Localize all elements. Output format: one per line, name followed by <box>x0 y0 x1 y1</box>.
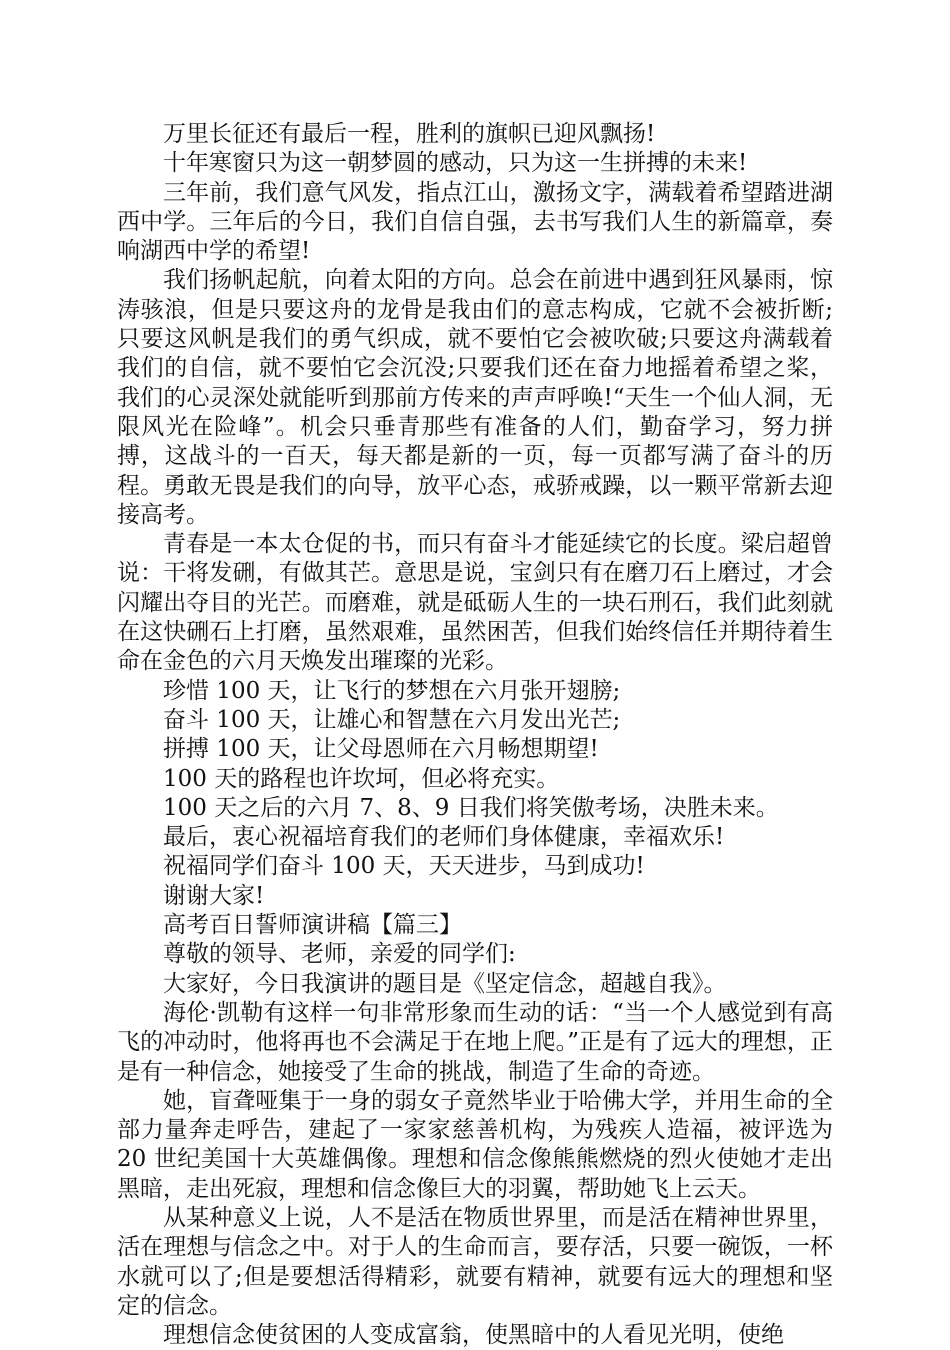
paragraph: 她，盲聋哑集于一身的弱女子竟然毕业于哈佛大学，并用生命的全部力量奔走呼告，建起了一家家慈善机构，为残疾人造福，被评选为 20 世纪美国十大英雄偶像。理想和信念像熊熊燃烧的烈火使她才走出黑暗，走出死寂，理想和信念像巨大的羽翼，帮助她飞上云天。 <box>117 1087 833 1202</box>
paragraph: 谢谢大家! <box>163 882 265 909</box>
section-heading: 高考百日誓师演讲稿【篇三】 <box>163 912 462 939</box>
salutation: 尊敬的领导、老师，亲爱的同学们: <box>163 941 516 968</box>
paragraph: 我们扬帆起航，向着太阳的方向。总会在前进中遇到狂风暴雨，惊涛骇浪，但是只要这舟的龙骨是我由们的意志构成，它就不会被折断;只要这风帆是我们的勇气织成，就不要怕它会被吹破;只要这舟满载着我们的自信，就不要怕它会沉没;只要我们还在奋力地摇着希望之桨，我们的心灵深处就能听到那前方传来的声声呼唤!“天生一个仙人洞，无限风光在险峰”。机会只垂青那些有准备的人们，勤奋学习，努力拼搏，这战斗的一百天，每天都是新的一页，每一页都写满了奋斗的历程。勇敢无畏是我们的向导，放平心态，戒骄戒躁，以一颗平常新去迎接高考。 <box>117 267 833 528</box>
paragraph: 100 天的路程也许坎坷，但必将充实。 <box>163 765 560 792</box>
paragraph: 珍惜 100 天，让飞行的梦想在六月张开翅膀; <box>163 677 621 704</box>
paragraph: 奋斗 100 天，让雄心和智慧在六月发出光芒; <box>163 706 621 733</box>
document-body <box>117 120 833 1350</box>
paragraph: 十年寒窗只为这一朝梦圆的感动，只为这一生拼搏的未来! <box>163 150 748 177</box>
paragraph: 理想信念使贫困的人变成富翁，使黑暗中的人看见光明，使绝 <box>163 1322 784 1349</box>
paragraph: 万里长征还有最后一程，胜利的旗帜已迎风飘扬! <box>163 121 656 147</box>
paragraph: 100 天之后的六月 7、8、9 日我们将笑傲考场，决胜未来。 <box>163 794 779 821</box>
paragraph: 祝福同学们奋斗 100 天，天天进步，马到成功! <box>163 853 645 880</box>
paragraph: 大家好，今日我演讲的题目是《坚定信念，超越自我》。 <box>163 970 727 997</box>
paragraph: 拼搏 100 天，让父母恩师在六月畅想期望! <box>163 736 599 763</box>
paragraph: 三年前，我们意气风发，指点江山，激扬文字，满载着希望踏进湖西中学。三年后的今日，我们自信自强，去书写我们人生的新篇章，奏响湖西中学的希望! <box>117 179 833 265</box>
paragraph: 从某种意义上说，人不是活在物质世界里，而是活在精神世界里，活在理想与信念之中。对于人的生命而言，要存活，只要一碗饭，一杯水就可以了;但是要想活得精彩，就要有精神，就要有远大的理想和坚定的信念。 <box>117 1204 833 1319</box>
paragraph: 海伦·凯勒有这样一句非常形象而生动的话：“当一个人感觉到有高飞的冲动时，他将再也不会满足于在地上爬。”正是有了远大的理想，正是有一种信念，她接受了生命的挑战，制造了生命的奇迹。 <box>117 999 833 1085</box>
paragraph: 青春是一本太仓促的书，而只有奋斗才能延续它的长度。梁启超曾说：干将发硎，有做其芒。意思是说，宝剑只有在磨刀石上磨过，才会闪耀出夺目的光芒。而磨难，就是砥砺人生的一块石刑石，我们此刻就在这快硎石上打磨，虽然艰难，虽然困苦，但我们始终信任并期待着生命在金色的六月天焕发出璀璨的光彩。 <box>117 531 833 675</box>
paragraph: 最后，衷心祝福培育我们的老师们身体健康，幸福欢乐! <box>163 824 725 851</box>
